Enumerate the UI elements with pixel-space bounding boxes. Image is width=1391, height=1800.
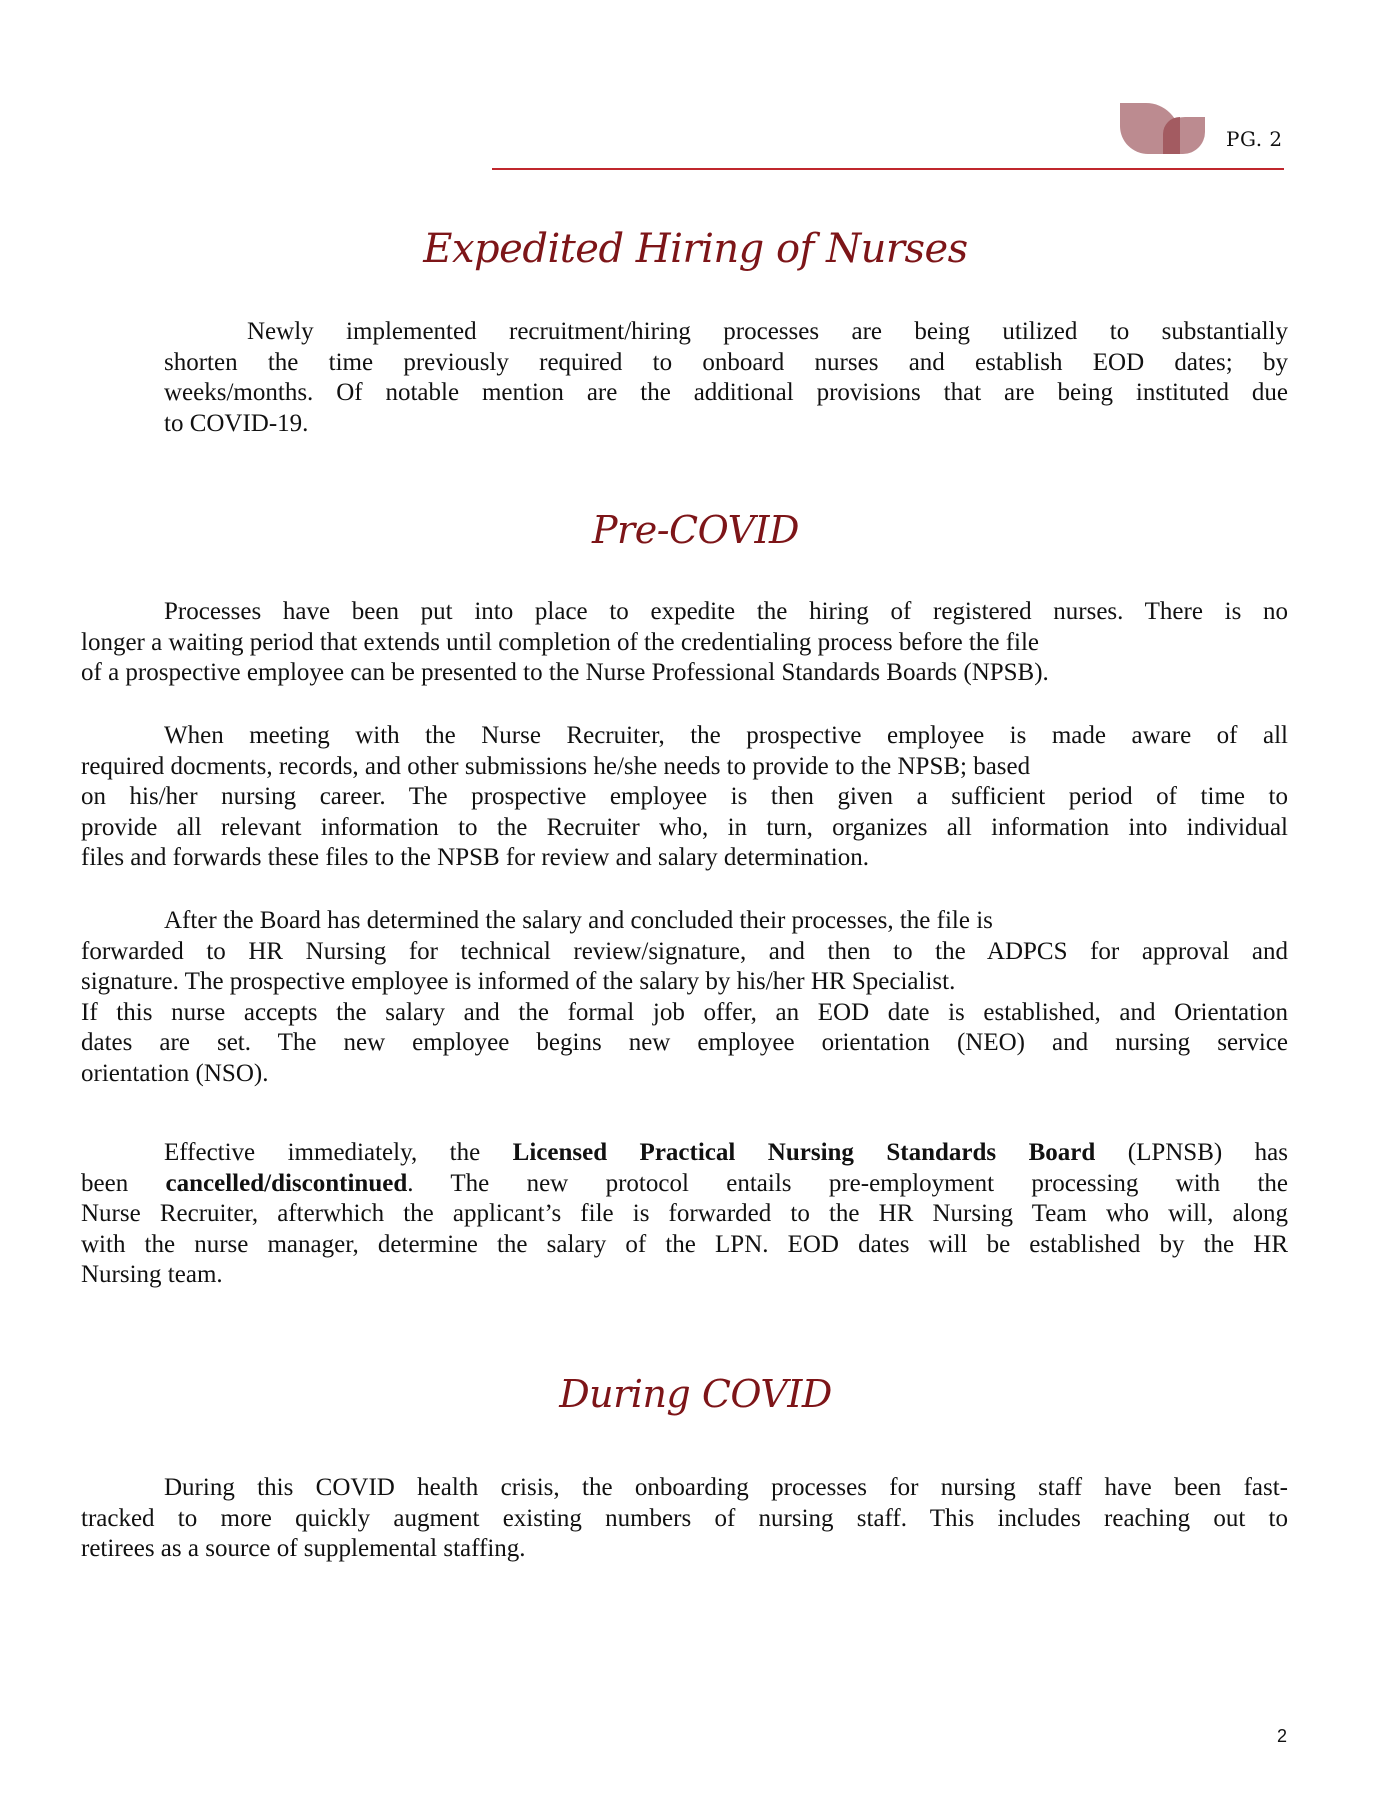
text-run: (LPNSB) has <box>1095 1139 1288 1166</box>
text-line: If this nurse accepts the salary and the formal job offer, an EOD date is established, and Orientation <box>81 998 1288 1026</box>
text-run: been <box>81 1169 166 1197</box>
intro-paragraph <box>164 317 1288 439</box>
text-line: Processes have been put into place to expedite the hiring of registered nurses. There is no <box>164 598 1288 625</box>
section-heading-pre-covid: Pre-COVID <box>591 508 800 552</box>
text-line: Nursing team. <box>81 1261 223 1289</box>
text-line: files and forwards these files to the NPSB for review and salary determination. <box>81 844 869 872</box>
text-line <box>81 1138 1288 1169</box>
text-line: Nurse Recruiter, afterwhich the applicant’s file is forwarded to the HR Nursing Team who will, along <box>81 1200 1288 1228</box>
text-line: on his/her nursing career. The prospective employee is then given a sufficient period of time to <box>81 783 1288 811</box>
text-line: weeks/months. Of notable mention are the additional provisions that are being instituted due <box>164 379 1288 407</box>
text-line: provide all relevant information to the Recruiter who, in turn, organizes all information into individual <box>81 813 1288 841</box>
text-line: dates are set. The new employee begins new employee orientation (NEO) and nursing service <box>81 1029 1288 1057</box>
text-line: shorten the time previously required to onboard nurses and establish EOD dates; by <box>164 348 1288 376</box>
text-line: required docments, records, and other submissions he/she needs to provide to the NPSB; based <box>81 752 1031 780</box>
page-number: 2 <box>1277 1726 1288 1746</box>
text-run: . The new protocol entails pre-employment processing with the <box>407 1169 1288 1197</box>
text-line: longer a waiting period that extends until completion of the credentialing process before the file <box>81 628 1040 656</box>
pre-covid-paragraph-4 <box>81 1138 1288 1291</box>
page-label: PG. 2 <box>1226 127 1283 151</box>
page-title: Expedited Hiring of Nurses <box>423 226 968 272</box>
during-covid-paragraph-1 <box>81 1473 1288 1565</box>
text-line: When meeting with the Nurse Recruiter, the prospective employee is made aware of all <box>164 722 1288 749</box>
text-line: orientation (NSO). <box>81 1059 269 1087</box>
text-line: retirees as a source of supplemental staffing. <box>81 1535 526 1563</box>
overlapping-leaves-logo-icon <box>1120 103 1206 155</box>
pre-covid-paragraph-3 <box>81 906 1288 1090</box>
bold-cancelled: cancelled/discontinued <box>165 1169 408 1197</box>
text-line: During this COVID health crisis, the onboarding processes for nursing staff have been fast- <box>164 1474 1288 1501</box>
pre-covid-paragraph-1 <box>81 597 1288 689</box>
pre-covid-paragraph-2 <box>81 721 1288 874</box>
section-heading-during-covid: During COVID <box>559 1372 832 1416</box>
text-line: with the nurse manager, determine the salary of the LPN. EOD dates will be established by the HR <box>81 1230 1288 1258</box>
text-line: to COVID-19. <box>164 409 309 437</box>
text-run: Effective immediately, the <box>164 1139 513 1166</box>
header-rule <box>492 168 1284 170</box>
text-line: After the Board has determined the salary and concluded their processes, the file is <box>164 907 993 934</box>
text-line <box>81 1169 1288 1200</box>
text-line: Newly implemented recruitment/hiring processes are being utilized to substantially <box>247 318 1288 345</box>
bold-board-name: Licensed Practical Nursing Standards Board <box>512 1139 1096 1166</box>
text-line: tracked to more quickly augment existing numbers of nursing staff. This includes reaching out to <box>81 1504 1288 1532</box>
text-line: of a prospective employee can be presented to the Nurse Professional Standards Boards (NPSB). <box>81 659 1049 687</box>
text-line: forwarded to HR Nursing for technical review/signature, and then to the ADPCS for approval and <box>81 937 1288 965</box>
text-line: signature. The prospective employee is informed of the salary by his/her HR Specialist. <box>81 968 956 996</box>
